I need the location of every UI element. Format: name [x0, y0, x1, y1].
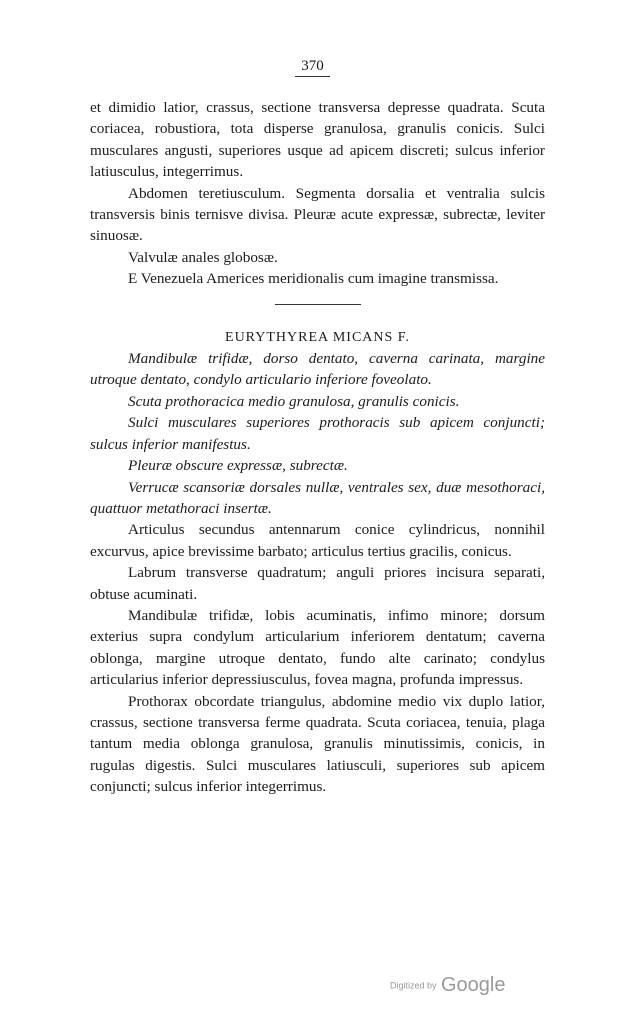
paragraph: E Venezuela Americes meridionalis cum imagine transmissa. [128, 270, 499, 288]
digitized-watermark [390, 974, 505, 997]
italic-paragraph: Scuta prothoracica medio granulosa, granulis conicis. [128, 392, 460, 410]
italic-paragraph: Pleuræ obscure expressæ, subrectæ. [128, 457, 348, 475]
italic-paragraph: Mandibulæ trifidæ, dorso dentato, caverna carinata, margine utroque dentato, condylo articulario inferiore foveolato. [90, 350, 545, 389]
paragraph: Labrum transverse quadratum; anguli priores incisura separati, obtuse acuminati. [90, 564, 545, 603]
paragraph: Mandibulæ trifidæ, lobis acuminatis, infimo minore; dorsum exterius supra condylum articularium inferiorem dentatum; caverna oblonga, margine utroque dentato, fundo alte carinato; condylus articularius inferior depressiusculus, fovea magna, profunda impressus. [90, 606, 545, 689]
italic-paragraph: Sulci musculares superiores prothoracis sub apicem conjuncti; sulcus inferior manifestus. [90, 414, 545, 453]
section-heading: EURYTHYREA MICANS F. [225, 329, 410, 345]
text-body [90, 97, 545, 798]
page-number: 370 [0, 58, 625, 77]
paragraph: Valvulæ anales globosæ. [128, 248, 278, 266]
watermark-prefix: Digitized by [390, 980, 437, 991]
google-logo: Google [440, 974, 506, 996]
section-divider [275, 304, 361, 305]
paragraph: et dimidio latior, crassus, sectione transversa depresse quadrata. Scuta coriacea, robustiora, tota disperse granulosa, granulis conicis. Sulci musculares angusti, superiores usque ad apicem discreti; sulcus inferior latiusculus, integerrimus. [90, 99, 545, 181]
italic-paragraph: Verrucæ scansoriæ dorsales nullæ, ventrales sex, duæ mesothoraci, quattuor metathoraci insertæ. [90, 478, 545, 517]
paragraph: Articulus secundus antennarum conice cylindricus, nonnihil excurvus, apice brevissime barbato; articulus tertius gracilis, conicus. [90, 521, 545, 560]
paragraph: Abdomen teretiusculum. Segmenta dorsalia et ventralia sulcis transversis binis ternisve divisa. Pleuræ acute expressæ, subrectæ, leviter sinuosæ. [90, 184, 545, 245]
paragraph: Prothorax obcordate triangulus, abdomine medio vix duplo latior, crassus, sectione transversa ferme quadrata. Scuta coriacea, tenuia, plaga tantum media oblonga granulosa, granulis minutissimis, conicis, in rugulas digestis. Sulci musculares latiusculi, superiores sub apicem conjuncti; sulcus inferior integerrimus. [90, 692, 545, 796]
